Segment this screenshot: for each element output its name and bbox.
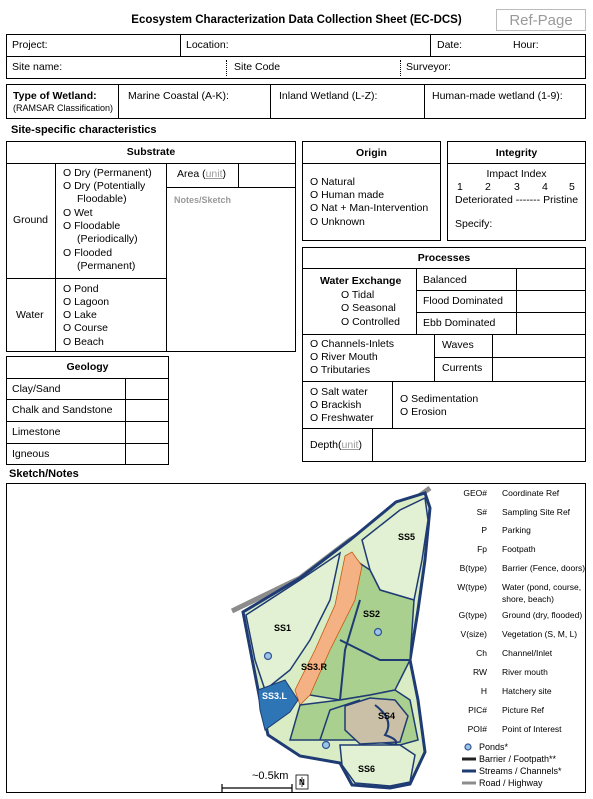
legend-value: Hatchery site — [502, 686, 552, 696]
legend-key: W(type) — [457, 582, 487, 592]
ground-label: Ground — [13, 214, 49, 226]
pond-marker — [375, 629, 382, 636]
notes-sketch-label: Notes/Sketch — [174, 195, 232, 205]
ground-option[interactable]: O Floodable — [63, 220, 121, 232]
water-option[interactable]: O Course — [63, 322, 108, 334]
wetland-type-label: Type of Wetland: — [13, 90, 97, 102]
surveyor-field[interactable]: Surveyor: — [406, 61, 451, 73]
geology-row: Igneous — [12, 448, 50, 460]
site-name-field[interactable]: Site name: — [12, 61, 63, 73]
inland-wetland-field[interactable]: Inland Wetland (L-Z): — [279, 90, 378, 102]
impact-scale-1[interactable]: 1 — [457, 181, 463, 193]
area-label-text: Area ( — [177, 168, 206, 180]
area-label-close: ) — [222, 168, 227, 180]
ground-option[interactable]: O Dry (Permanent) — [63, 167, 152, 179]
sheet-title: Ecosystem Characterization Data Collection Sheet (EC-DCS) — [131, 14, 462, 26]
sketch-notes-title: Sketch/Notes — [9, 468, 79, 480]
processes-title: Processes — [417, 252, 471, 264]
project-field[interactable]: Project: — [12, 39, 48, 51]
origin-option[interactable]: O Nat + Man-Intervention — [310, 202, 429, 214]
ground-option-cont: (Periodically) — [77, 233, 138, 245]
zone-label-ss6: SS6 — [358, 764, 376, 774]
legend-value: Barrier (Fence, doors) — [502, 563, 586, 573]
flood-dominated-label: Flood Dominated — [423, 295, 503, 307]
geology-row: Limestone — [12, 426, 61, 438]
depth-unit: unit — [341, 439, 359, 451]
legend-key: RW — [472, 667, 487, 677]
legend-key: Fp — [477, 544, 487, 554]
channel-option[interactable]: O Tributaries — [310, 364, 371, 376]
legend-key: V(size) — [460, 629, 487, 639]
geology-row: Chalk and Sandstone — [12, 404, 113, 416]
origin-option[interactable]: O Human made — [310, 189, 385, 201]
impact-scale-2[interactable]: 2 — [485, 181, 491, 193]
channel-option[interactable]: O Channels-Inlets — [310, 338, 395, 350]
pond-marker — [265, 653, 272, 660]
legend-value: Point of Interest — [502, 724, 562, 734]
legend-value: Footpath — [502, 544, 536, 554]
symbol-label-road: Road / Highway — [479, 778, 543, 788]
water-exchange-option[interactable]: O Controlled — [341, 316, 400, 328]
geology-row: Clay/Sand — [12, 383, 61, 395]
symbol-legend-icons — [460, 742, 480, 790]
geology-title: Geology — [66, 361, 109, 373]
hour-field[interactable]: Hour: — [513, 39, 539, 51]
sediment-option[interactable]: O Sedimentation — [400, 393, 479, 405]
legend-key: PIC# — [468, 705, 487, 715]
legend-value: Picture Ref — [502, 705, 545, 715]
water-option[interactable]: O Beach — [63, 336, 104, 348]
pond-icon — [465, 744, 471, 750]
legend-value: River mouth — [502, 667, 548, 677]
origin-option[interactable]: O Natural — [310, 176, 355, 188]
legend-key: B(type) — [459, 563, 487, 573]
zone-label-ss3r: SS3.R — [301, 662, 328, 672]
legend-key: GEO# — [463, 488, 487, 498]
legend-key: P — [481, 525, 487, 535]
substrate-title: Substrate — [126, 146, 176, 158]
legend-value: Sampling Site Ref — [502, 507, 571, 517]
waves-label: Waves — [442, 339, 474, 351]
ebb-dominated-label: Ebb Dominated — [423, 317, 496, 329]
legend-key: H — [480, 686, 487, 696]
water-label: Water — [16, 309, 44, 321]
ground-option-cont: Floodable) — [77, 193, 127, 205]
depth-label-close: ) — [358, 439, 362, 451]
zone-label-ss5: SS5 — [398, 532, 416, 542]
salinity-option[interactable]: O Brackish — [310, 399, 362, 411]
integrity-title: Integrity — [495, 147, 538, 159]
zone-label-ss1: SS1 — [274, 623, 292, 633]
legend-key: POI# — [467, 724, 487, 734]
zone-label-ss4: SS4 — [378, 711, 396, 721]
scale-label: ~0.5km — [252, 770, 289, 782]
salinity-option[interactable]: O Freshwater — [310, 412, 374, 424]
depth-label-text: Depth( — [310, 439, 342, 451]
symbol-label-ponds: Ponds* — [479, 742, 509, 752]
impact-scale-description: Deteriorated ------- Pristine — [455, 194, 579, 206]
zone-label-ss3l: SS3.L — [262, 691, 288, 701]
legend-value: Channel/Inlet — [502, 648, 553, 658]
date-field[interactable]: Date: — [437, 39, 463, 51]
site-code-field[interactable]: Site Code — [234, 61, 281, 73]
water-option[interactable]: O Pond — [63, 283, 99, 295]
channel-option[interactable]: O River Mouth — [310, 351, 378, 363]
legend-value: Ground (dry, flooded) — [502, 610, 583, 620]
symbol-label-barrier: Barrier / Footpath** — [479, 754, 557, 764]
ground-option[interactable]: O Dry (Potentially — [63, 180, 146, 192]
ground-option[interactable]: O Wet — [63, 207, 93, 219]
ref-page-label: Ref-Page — [509, 12, 573, 29]
legend-value: Water (pond, course, — [502, 582, 582, 592]
zone-label-ss2: SS2 — [363, 609, 381, 619]
legend-value: Coordinate Ref — [502, 488, 560, 498]
impact-scale-3[interactable]: 3 — [514, 181, 520, 193]
north-label: N — [299, 778, 305, 787]
legend-value: Parking — [502, 525, 531, 535]
origin-title: Origin — [356, 147, 387, 159]
symbol-label-streams: Streams / Channels* — [479, 766, 562, 776]
currents-label: Currents — [442, 362, 483, 374]
legend-key: S# — [476, 507, 487, 517]
ground-option[interactable]: O Flooded — [63, 247, 113, 259]
legend-key: G(type) — [458, 610, 487, 620]
marine-coastal-field[interactable]: Marine Coastal (A-K): — [128, 90, 229, 102]
water-exchange-option[interactable]: O Seasonal — [341, 302, 396, 314]
impact-scale-4[interactable]: 4 — [542, 181, 548, 193]
balanced-label: Balanced — [423, 274, 467, 286]
water-exchange-option[interactable]: O Tidal — [341, 289, 375, 301]
water-option[interactable]: O Lake — [63, 309, 97, 321]
water-exchange-label: Water Exchange — [320, 275, 402, 287]
ground-option-cont: (Permanent) — [77, 260, 136, 272]
origin-option[interactable]: O Unknown — [310, 216, 365, 228]
human-made-field[interactable]: Human-made wetland (1-9): — [432, 90, 563, 102]
impact-scale-5[interactable]: 5 — [569, 181, 575, 193]
sediment-option[interactable]: O Erosion — [400, 406, 447, 418]
wetland-type-sub: (RAMSAR Classification) — [13, 103, 114, 113]
water-option[interactable]: O Lagoon — [63, 296, 110, 308]
legend-value: shore, beach) — [502, 594, 554, 604]
salinity-option[interactable]: O Salt water — [310, 386, 368, 398]
pond-marker — [323, 742, 330, 749]
section-title: Site-specific characteristics — [11, 124, 157, 136]
legend-value: Vegetation (S, M, L) — [502, 629, 578, 639]
area-unit: unit — [205, 168, 223, 180]
impact-index-label: Impact Index — [486, 168, 547, 180]
specify-field[interactable]: Specify: — [455, 218, 493, 230]
location-field[interactable]: Location: — [186, 39, 229, 51]
legend-key: Ch — [476, 648, 487, 658]
